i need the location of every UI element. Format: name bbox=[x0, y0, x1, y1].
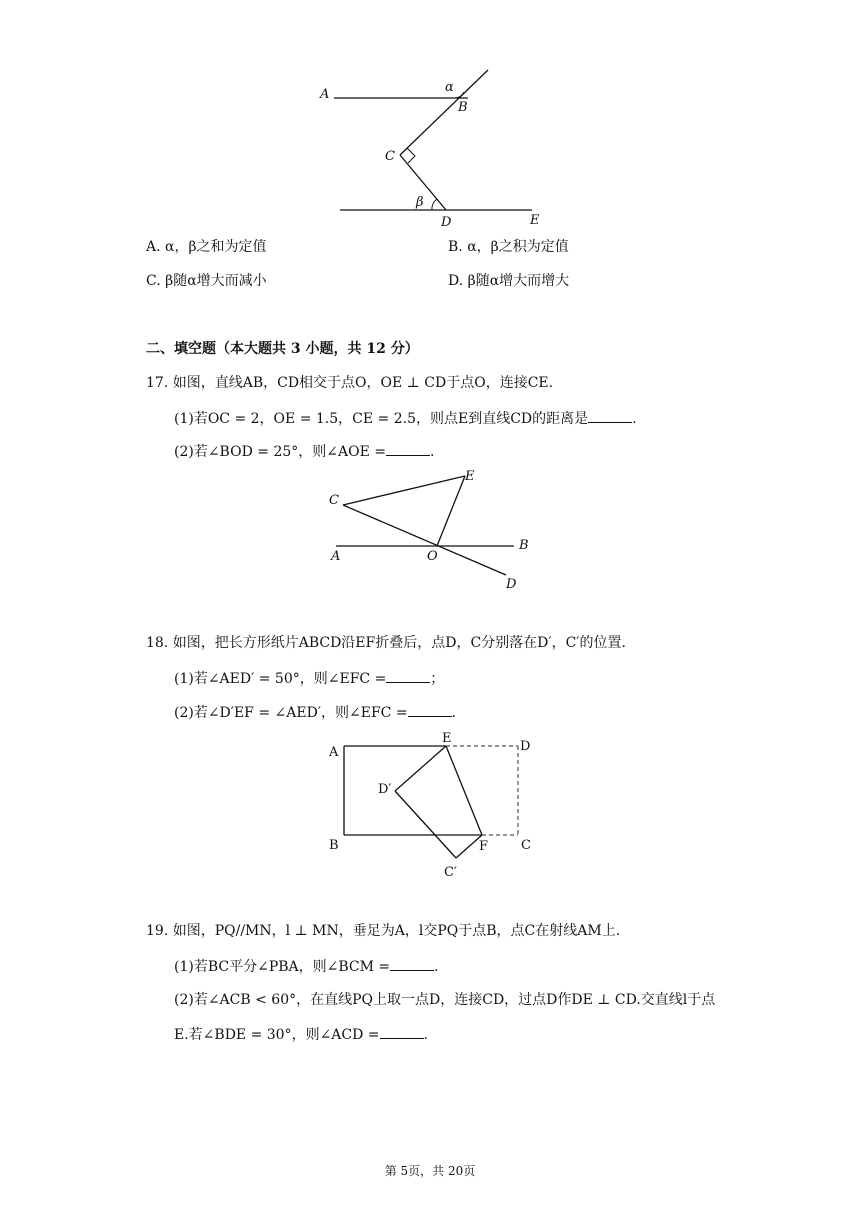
segment-b-c bbox=[400, 70, 488, 155]
label-e: E bbox=[530, 213, 540, 228]
edge-d-prime-c-prime bbox=[395, 791, 456, 858]
q19-part1 bbox=[174, 956, 439, 977]
q19-answer-blank-2[interactable] bbox=[380, 1024, 424, 1039]
q18-part2-text: (2)若∠D′EF = ∠AED′，则∠EFC = bbox=[174, 705, 408, 721]
angle-arc-beta bbox=[432, 199, 437, 210]
q17-part2-end: . bbox=[429, 444, 435, 460]
q18-stem: 18. 如图，把长方形纸片ABCD沿EF折叠后，点D，C分别落在D′，C′的位置. bbox=[146, 635, 626, 651]
q17-part1-end: . bbox=[632, 411, 637, 427]
q18-answer-blank-2[interactable] bbox=[408, 702, 452, 717]
q19-part2b-text: E.若∠BDE = 30°，则∠ACD = bbox=[174, 1027, 380, 1043]
q18-part1 bbox=[174, 668, 444, 689]
q18-part1-text: (1)若∠AED′ = 50°，则∠EFC = bbox=[174, 671, 387, 687]
label-e: E bbox=[465, 469, 475, 484]
q18-part1-end: ； bbox=[430, 671, 445, 687]
label-alpha: α bbox=[445, 80, 454, 95]
option-d: D. β随α增大而增大 bbox=[448, 273, 570, 289]
label-a: A bbox=[331, 549, 341, 564]
label-d-prime: D′ bbox=[378, 782, 392, 797]
q17-part1-text: (1)若OC = 2，OE = 1.5，CE = 2.5，则点E到直线CD的距离是 bbox=[174, 411, 589, 427]
label-e: E bbox=[442, 731, 452, 746]
label-b: B bbox=[519, 538, 529, 553]
figure-q17 bbox=[0, 460, 860, 620]
label-f: F bbox=[479, 839, 489, 854]
q19-stem: 19. 如图，PQ//MN，l ⊥ MN，垂足为A，l交PQ于点B，点C在射线AM上. bbox=[146, 923, 621, 939]
label-a: A bbox=[320, 87, 330, 102]
figure-q18 bbox=[0, 730, 860, 890]
page-footer: 第 5页，共 20页 bbox=[384, 1164, 476, 1178]
q17-answer-blank-1[interactable] bbox=[588, 408, 632, 423]
q17-answer-blank-2[interactable] bbox=[386, 441, 430, 456]
right-angle-mark-c bbox=[407, 148, 415, 163]
q17-part1 bbox=[174, 408, 637, 429]
q19-part2b bbox=[174, 1024, 428, 1045]
label-d: D bbox=[441, 215, 452, 230]
label-c: C bbox=[521, 838, 531, 853]
segment-o-e bbox=[437, 476, 465, 546]
q18-part2-end: . bbox=[451, 705, 457, 721]
label-d: D bbox=[520, 739, 531, 754]
option-c: C. β随α增大而减小 bbox=[146, 273, 267, 289]
q17-stem: 17. 如图，直线AB，CD相交于点O，OE ⊥ CD于点O，连接CE. bbox=[146, 375, 554, 391]
option-a: A. α，β之和为定值 bbox=[146, 239, 267, 255]
fold-ef bbox=[446, 746, 482, 835]
segment-c-e bbox=[343, 476, 465, 505]
q19-answer-blank-1[interactable] bbox=[390, 956, 434, 971]
q19-part2a: (2)若∠ACB < 60°，在直线PQ上取一点D，连接CD，过点D作DE ⊥ CD.交直线l于点 bbox=[174, 992, 716, 1008]
q18-answer-blank-1[interactable] bbox=[386, 668, 430, 683]
line-cd bbox=[343, 505, 506, 575]
label-b: B bbox=[458, 100, 468, 115]
q17-part2-text: (2)若∠BOD = 25°，则∠AOE = bbox=[174, 444, 386, 460]
label-c-prime: C′ bbox=[444, 865, 457, 880]
label-b: B bbox=[329, 838, 339, 853]
angle-arc-alpha bbox=[455, 92, 464, 98]
q19-part1-end: . bbox=[434, 959, 439, 975]
label-d: D bbox=[506, 577, 517, 592]
label-beta: β bbox=[416, 195, 424, 210]
edge-ed-prime bbox=[395, 746, 446, 791]
q19-part1-text: (1)若BC平分∠PBA，则∠BCM = bbox=[174, 959, 391, 975]
figure-q16 bbox=[0, 0, 860, 240]
q19-part2b-end: . bbox=[423, 1027, 428, 1043]
section-title: 二、填空题（本大题共 3 小题，共 12 分） bbox=[146, 341, 419, 357]
label-c: C bbox=[385, 149, 395, 164]
label-c: C bbox=[329, 493, 339, 508]
q17-part2 bbox=[174, 441, 434, 462]
option-b: B. α，β之积为定值 bbox=[448, 239, 569, 255]
label-o: O bbox=[427, 549, 438, 564]
q18-part2 bbox=[174, 702, 456, 723]
label-a: A bbox=[329, 745, 339, 760]
